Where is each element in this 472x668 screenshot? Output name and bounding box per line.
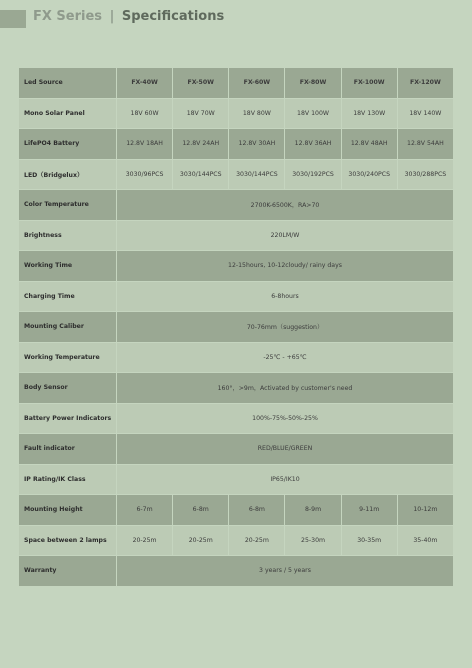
- spec-value: 9-11m: [341, 495, 397, 526]
- header-label: Led Source: [19, 68, 117, 99]
- spec-value: 6-8m: [229, 495, 285, 526]
- spec-value: -25℃ - +65℃: [117, 342, 454, 373]
- table-row: [19, 98, 454, 129]
- spec-value: 70-76mm（suggestion）: [117, 312, 454, 343]
- spec-value: 2700K-6500K，RA>70: [117, 190, 454, 221]
- spec-value: 3030/192PCS: [285, 159, 341, 190]
- table-row: [19, 464, 454, 495]
- page-title: Specifications: [121, 9, 225, 24]
- table-row: [19, 312, 454, 343]
- series-name: FX Series: [33, 9, 103, 24]
- spec-value: 8-9m: [285, 495, 341, 526]
- spec-value: 12.8V 18AH: [117, 129, 173, 160]
- spec-value: 3030/144PCS: [229, 159, 285, 190]
- spec-value: 3030/288PCS: [397, 159, 453, 190]
- spec-label: Fault indicator: [19, 434, 117, 465]
- spec-value: 18V 70W: [173, 98, 229, 129]
- table-row: [19, 129, 454, 160]
- spec-value: 3 years / 5 years: [117, 556, 454, 587]
- spec-label: Charging Time: [19, 281, 117, 312]
- spec-value: 3030/144PCS: [173, 159, 229, 190]
- spec-value: 12.8V 54AH: [397, 129, 453, 160]
- model-header-3: FX-60W: [229, 68, 285, 99]
- spec-value: 18V 130W: [341, 98, 397, 129]
- model-header-1: FX-40W: [117, 68, 173, 99]
- table-row: [19, 495, 454, 526]
- spec-value: 220LM/W: [117, 220, 454, 251]
- spec-value: 20-25m: [229, 525, 285, 556]
- table-row: [19, 556, 454, 587]
- spec-value: 100%-75%-50%-25%: [117, 403, 454, 434]
- spec-value: 3030/240PCS: [341, 159, 397, 190]
- table-row: [19, 251, 454, 282]
- table-row: [19, 342, 454, 373]
- spec-value: 12.8V 30AH: [229, 129, 285, 160]
- table-header-row: [19, 68, 454, 99]
- spec-value: 18V 100W: [285, 98, 341, 129]
- spec-label: Working Time: [19, 251, 117, 282]
- header-accent-bar: [0, 10, 26, 28]
- spec-value: 6-8m: [173, 495, 229, 526]
- spec-value: 30-35m: [341, 525, 397, 556]
- spec-label: Mono Solar Panel: [19, 98, 117, 129]
- model-header-2: FX-50W: [173, 68, 229, 99]
- spec-label: Space between 2 lamps: [19, 525, 117, 556]
- table-row: [19, 525, 454, 556]
- spec-label: LifePO4 Battery: [19, 129, 117, 160]
- specifications-table: [18, 67, 454, 587]
- spec-value: 6-7m: [117, 495, 173, 526]
- spec-value: 12-15hours, 10-12cloudy/ rainy days: [117, 251, 454, 282]
- table-row: [19, 281, 454, 312]
- spec-value: 160°，>9m，Activated by customer's need: [117, 373, 454, 404]
- table-row: [19, 159, 454, 190]
- spec-value: 20-25m: [173, 525, 229, 556]
- table-row: [19, 373, 454, 404]
- model-header-5: FX-100W: [341, 68, 397, 99]
- spec-label: Battery Power Indicators: [19, 403, 117, 434]
- spec-value: 35-40m: [397, 525, 453, 556]
- spec-value: 18V 80W: [229, 98, 285, 129]
- spec-value: 12.8V 48AH: [341, 129, 397, 160]
- table-row: [19, 220, 454, 251]
- spec-label: Body Sensor: [19, 373, 117, 404]
- spec-label: IP Rating/IK Class: [19, 464, 117, 495]
- spec-label: Warranty: [19, 556, 117, 587]
- table-row: [19, 434, 454, 465]
- spec-label: Mounting Caliber: [19, 312, 117, 343]
- spec-value: 10-12m: [397, 495, 453, 526]
- model-header-6: FX-120W: [397, 68, 453, 99]
- spec-label: Working Temperature: [19, 342, 117, 373]
- model-header-4: FX-80W: [285, 68, 341, 99]
- spec-value: 12.8V 24AH: [173, 129, 229, 160]
- spec-label: LED（Bridgelux）: [19, 159, 117, 190]
- spec-value: 18V 60W: [117, 98, 173, 129]
- spec-value: 12.8V 36AH: [285, 129, 341, 160]
- spec-label: Mounting Height: [19, 495, 117, 526]
- spec-value: 18V 140W: [397, 98, 453, 129]
- table-row: [19, 403, 454, 434]
- header-separator: |: [109, 9, 115, 24]
- spec-value: RED/BLUE/GREEN: [117, 434, 454, 465]
- spec-value: 20-25m: [117, 525, 173, 556]
- spec-value: IP65/IK10: [117, 464, 454, 495]
- spec-value: 25-30m: [285, 525, 341, 556]
- spec-value: 3030/96PCS: [117, 159, 173, 190]
- spec-label: Brightness: [19, 220, 117, 251]
- table-row: [19, 190, 454, 221]
- spec-value: 6-8hours: [117, 281, 454, 312]
- page-header: [33, 9, 224, 24]
- spec-label: Color Temperature: [19, 190, 117, 221]
